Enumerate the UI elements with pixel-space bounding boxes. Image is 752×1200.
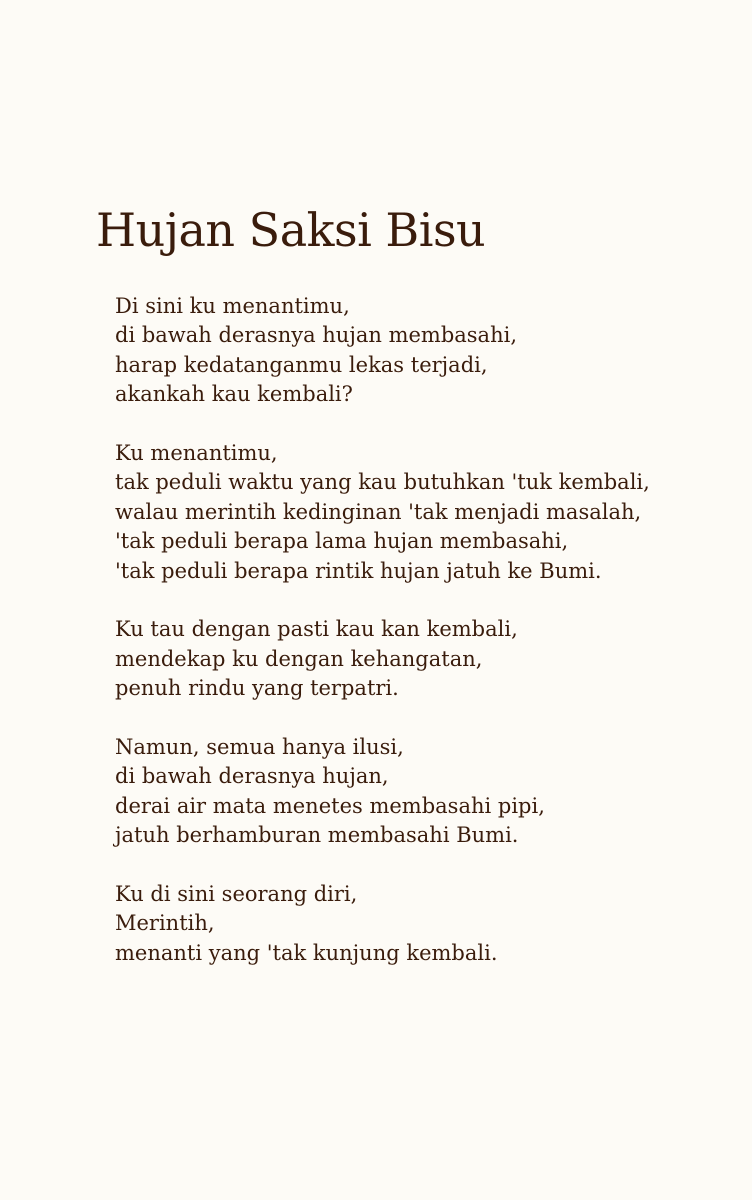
poem-line: menanti yang 'tak kunjung kembali. <box>115 940 498 965</box>
poem-line: tak peduli waktu yang kau butuhkan 'tuk kembali, <box>115 470 650 495</box>
stanza-5 <box>115 880 705 968</box>
stanza-2 <box>115 439 705 586</box>
poem-line: Ku di sini seorang diri, <box>115 882 358 907</box>
poem-line: 'tak peduli berapa lama hujan membasahi, <box>115 529 569 554</box>
poem-line: akankah kau kembali? <box>115 382 353 407</box>
stanza-1 <box>115 292 705 410</box>
stanza-3 <box>115 615 705 703</box>
poem-line: di bawah derasnya hujan membasahi, <box>115 323 517 348</box>
poem-line: Ku menantimu, <box>115 441 278 466</box>
poem-line: Merintih, <box>115 911 215 936</box>
poem-line: Namun, semua hanya ilusi, <box>115 735 404 760</box>
poem-title: Hujan Saksi Bisu <box>96 203 486 257</box>
poem-line: harap kedatanganmu lekas terjadi, <box>115 352 488 377</box>
poem-line: di bawah derasnya hujan, <box>115 764 389 789</box>
poem-line: mendekap ku dengan kehangatan, <box>115 646 483 671</box>
poem-line: Di sini ku menantimu, <box>115 294 350 318</box>
poem-line: penuh rindu yang terpatri. <box>115 676 399 701</box>
poem-line: walau merintih kedinginan 'tak menjadi masalah, <box>115 499 642 524</box>
poem-line: jatuh berhamburan membasahi Bumi. <box>115 823 519 848</box>
stanza-4 <box>115 733 705 851</box>
poem-body <box>115 292 705 968</box>
poem-line: 'tak peduli berapa rintik hujan jatuh ke Bumi. <box>115 558 602 583</box>
poem-line: Ku tau dengan pasti kau kan kembali, <box>115 617 518 642</box>
poem-line: derai air mata menetes membasahi pipi, <box>115 793 545 818</box>
